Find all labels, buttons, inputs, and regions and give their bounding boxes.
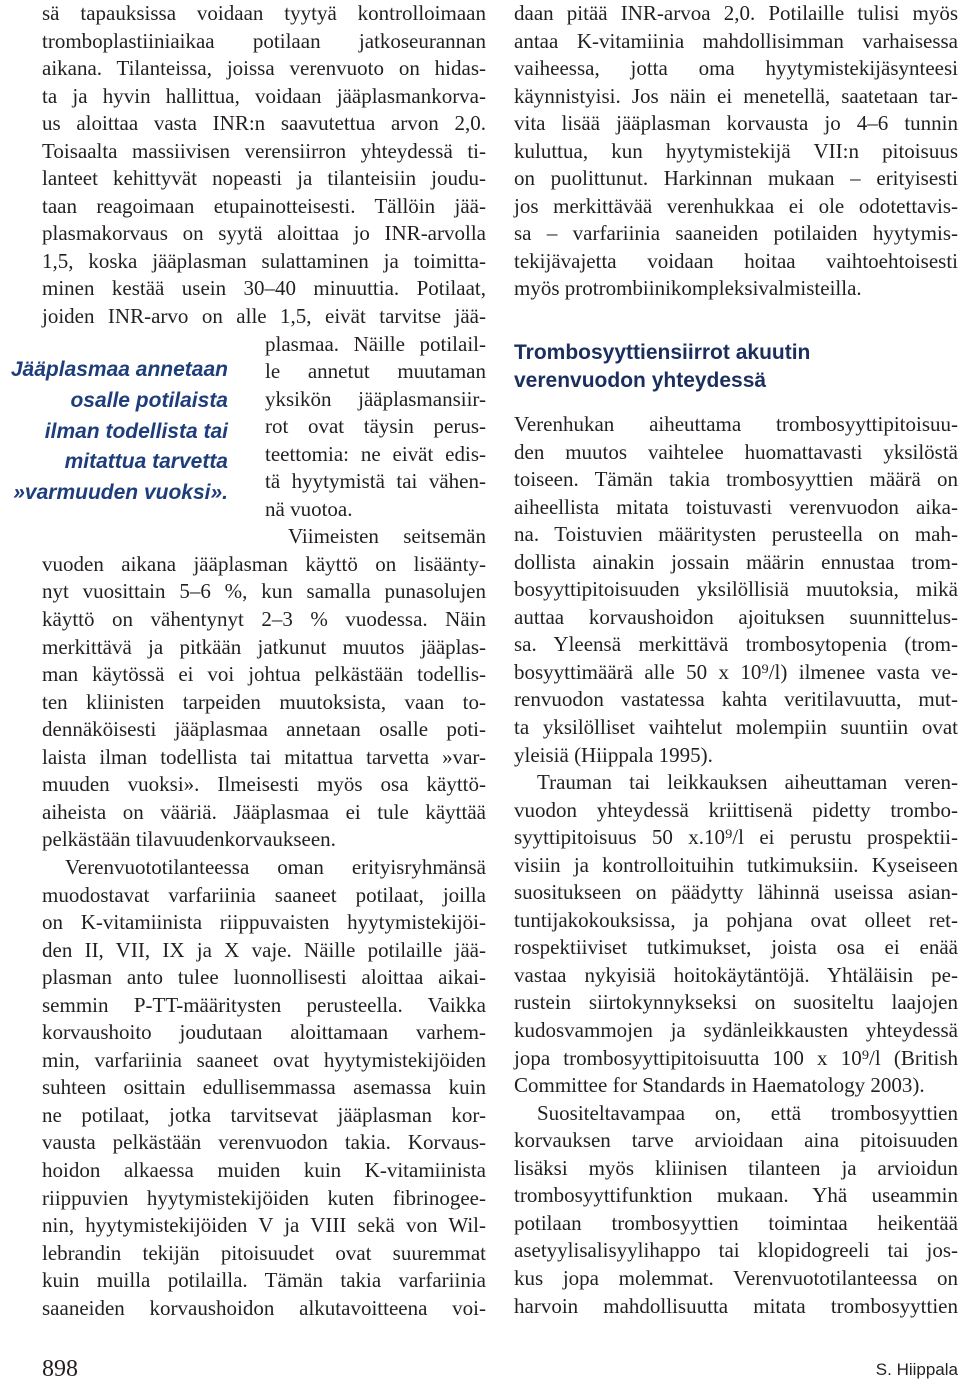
text-line: kus jopa molemmat. Verenvuototilanteessa on xyxy=(514,1265,958,1290)
text-line: vuodon yhteydessä kriittisenä pidetty trombo- xyxy=(514,797,958,822)
text-line: nin, hyytymistekijöiden V ja VIII sekä von Wil- xyxy=(42,1213,486,1238)
text-line: laista ilman todellista tai mitattua tarvetta »var- xyxy=(42,744,486,769)
text-line: semmin P-TT-määritysten perusteella. Vaikka xyxy=(42,992,486,1017)
text-line: saaneiden korvaushoidon alkutavoitteena voi- xyxy=(42,1295,486,1320)
text-line: renvuodon vastatessa kahta veritilavuutta, mut- xyxy=(514,687,958,712)
pull-quote-line: osalle potilaista xyxy=(70,388,228,412)
text-line: lanteet kehittyvät nopeasti ja tilanteisiin joudu- xyxy=(42,166,486,191)
text-line: dollista ainakin jossain määrin ennustaa trom- xyxy=(514,549,958,574)
text-line: ten kliinisten tarpeiden muutoksista, vaan to- xyxy=(42,689,486,714)
text-line: minen kestää usein 30–40 minuuttia. Potilaat, xyxy=(42,276,486,301)
pull-quote-line: Jääplasmaa annetaan xyxy=(10,358,228,381)
text-line: trombosyyttifunktion mukaan. Yhä useammin xyxy=(514,1183,958,1208)
text-line: den II, VII, IX ja X vaje. Näille potilaille jää- xyxy=(42,937,486,962)
text-line: lisäksi myös kliinisen tilanteen ja arvioidun xyxy=(514,1155,958,1180)
text-line: tekijävajetta voidaan hoitaa vaihtoehtoisesti xyxy=(514,248,958,273)
text-line: tä hyytymistä tai vähen- xyxy=(265,469,486,494)
text-line: aiheellista mitata toistuvasti verenvuodon aika- xyxy=(514,494,958,519)
text-line: vuoden aikana jääplasman käyttö on lisäänty- xyxy=(42,551,486,576)
text-line: jopa trombosyyttipitoisuutta 100 x 10⁹/l (British xyxy=(514,1045,958,1070)
text-line: plasmaa. Näille potilail- xyxy=(265,331,486,356)
text-line: rot ovat täysin perus- xyxy=(265,414,486,439)
text-line: ne potilaat, jotka tarvitsevat jääplasman kor- xyxy=(42,1102,486,1127)
text-line: käyttö on vähentynyt 2–3 % vuodessa. Näin xyxy=(42,607,486,632)
paragraph xyxy=(42,854,486,1322)
paragraph-wrapped-part xyxy=(265,331,486,524)
text-line: Toisaalta massiivisen verensiirron yhteydessä ti- xyxy=(42,138,486,163)
text-line: Viimeisten seitsemän xyxy=(288,524,486,549)
paragraph-continued xyxy=(514,0,958,303)
text-line: myös protrombiinikompleksivalmisteilla. xyxy=(514,276,862,301)
text-line: plasman anto tulee luonnollisesti aloittaa aikai- xyxy=(42,965,486,990)
text-line: sä tapauksissa voidaan tyytyä kontrolloimaan xyxy=(42,1,486,25)
text-line: antaa K-vitamiinia mahdollisimman varhaisessa xyxy=(514,28,958,53)
text-line: joiden INR-arvo on alle 1,5, eivät tarvitse jää- xyxy=(42,304,486,329)
text-line: taan reagoimaan etupainotteisesti. Tällöin jää- xyxy=(42,193,486,218)
text-line: ta ja hyvin hallittua, voidaan jääplasmankorva- xyxy=(42,83,486,108)
left-column xyxy=(42,0,486,1322)
text-line: riippuvien hyytymistekijöiden kuten fibrinogee- xyxy=(42,1185,486,1210)
paragraph xyxy=(514,769,958,1100)
text-line: rospektiiviset tutkimukset, joista osa ei enää xyxy=(514,935,958,960)
text-line: toiseen. Tämän takia trombosyyttien määrä on xyxy=(514,467,958,492)
text-line: tromboplastiiniaikaa potilaan jatkoseurannan xyxy=(42,28,486,53)
text-line: Trauman tai leikkauksen aiheuttaman veren- xyxy=(537,770,958,795)
section-heading xyxy=(514,339,958,395)
text-line: lebrandin tekijän pitoisuudet ovat suuremmat xyxy=(42,1240,486,1265)
text-line: kudosvammojen ja sydänleikkausten yhteydessä xyxy=(514,1018,958,1043)
text-line: syyttipitoisuus 50 x.10⁹/l ei perustu prospektii- xyxy=(514,825,958,850)
text-line: on puolittunut. Harkinnan mukaan – erityisesti xyxy=(514,166,958,191)
text-line: yleisiä (Hiippala 1995). xyxy=(514,742,713,767)
text-line: vaiheessa, jotta oma hyytymistekijäsynteesi xyxy=(514,56,958,81)
text-line: aikana. Tilanteissa, joissa verenvuoto on hidas- xyxy=(42,56,486,81)
paragraph-start xyxy=(265,523,486,551)
text-line: Verenvuototilanteessa oman erityisryhmänsä xyxy=(65,854,486,879)
paragraph-continued xyxy=(42,551,486,854)
text-line: muodostavat varfariinia saaneet potilaat, joilla xyxy=(42,882,486,907)
text-line: Suositeltavampaa on, että trombosyyttien xyxy=(537,1100,958,1125)
text-line: kuin muilla potilailla. Tämän takia varfariinia xyxy=(42,1268,486,1293)
text-line: muuden vuoksi». Ilmeisesti myös osa käyttö- xyxy=(42,772,486,797)
text-line: daan pitää INR-arvoa 2,0. Potilaille tulisi myös xyxy=(514,1,958,25)
text-line: na. Toistuvien määritysten perusteella on mah- xyxy=(514,522,958,547)
text-line: den muutos vaihtelee huomattavasti yksilöstä xyxy=(514,439,958,464)
text-line: asetyylisalisyylihappo tai klopidogreeli tai jos- xyxy=(514,1238,958,1263)
text-line: suositukseen on päädytty lähinnä useissa asian- xyxy=(514,880,958,905)
text-line: Committee for Standards in Haematology 2003). xyxy=(514,1073,925,1098)
text-line: ta yksilölliset vaihtelut molempiin suuntiin ovat xyxy=(514,715,958,740)
text-line: man käytössä ei voi johtua pelkästään todellis- xyxy=(42,662,486,687)
text-line: us aloittaa vasta INR:n saavutettua arvon 2,0. xyxy=(42,111,486,136)
author-name: S. Hiippala xyxy=(875,1360,958,1379)
text-line: nä vuotoa. xyxy=(265,496,353,521)
text-line: vita lisää jääplasman korvausta jo 4–6 tunnin xyxy=(514,111,958,136)
text-line: sa – varfariinia saaneiden potilaiden hyytymis- xyxy=(514,221,958,246)
text-line: vastaa nykyisiä hoitokäytäntöjä. Yhtäläisin pe- xyxy=(514,962,958,987)
text-line: le annetut muutaman xyxy=(265,359,486,384)
text-line: dennäköisesti jääplasmaa annetaan osalle poti- xyxy=(42,717,486,742)
section-heading-line: Trombosyyttiensiirrot akuutin xyxy=(514,341,811,364)
text-line: pelkästään tilavuudenkorvaukseen. xyxy=(42,827,336,852)
text-line: bosyyttipitoisuuden yksilöllisiä muutoksia, mikä xyxy=(514,577,958,602)
text-line: potilaan trombosyyttien toimintaa heikentää xyxy=(514,1210,958,1235)
text-line: korvauksen tarve arvioidaan aina pitoisuuden xyxy=(514,1128,958,1153)
text-line: nyt vuosittain 5–6 %, kun samalla punasolujen xyxy=(42,579,486,604)
text-line: sa. Yleensä merkittävä trombosytopenia (trom- xyxy=(514,632,958,657)
text-line: rustein siirtokynnykseksi on suositeltu laajojen xyxy=(514,990,958,1015)
text-line: hoidon alkaessa muiden kuin K-vitamiinista xyxy=(42,1157,486,1182)
text-line: plasmakorvaus on syytä aloittaa jo INR-arvolla xyxy=(42,221,486,246)
text-line: min, varfariinia saaneet ovat hyytymistekijöiden xyxy=(42,1047,486,1072)
text-line: on K-vitamiinista riippuvaisten hyytymistekijöi- xyxy=(42,910,486,935)
pull-quote-line: ilman todellista tai xyxy=(44,419,228,443)
text-line: kuluttua, kun hyytymistekijä VII:n pitoisuus xyxy=(514,138,958,163)
text-line: vausta pelkästään verenvuodon takia. Korvaus- xyxy=(42,1130,486,1155)
text-line: suhteen osittain edullisemmassa asemassa kuin xyxy=(42,1075,486,1100)
text-line: aiheista on vääriä. Jääplasmaa ei tule käyttää xyxy=(42,799,486,824)
text-line: korvaushoito joudutaan aloittamaan varhem- xyxy=(42,1020,486,1045)
text-line: visiin ja kontrolloituihin tutkimuksiin. Kyseiseen xyxy=(514,852,958,877)
text-line: 1,5, koska jääplasman sulattaminen ja toimitta- xyxy=(42,248,486,273)
text-line: merkittävä ja pitkään jatkunut muutos jääplas- xyxy=(42,634,486,659)
page-number: 898 xyxy=(42,1356,78,1382)
pull-quote xyxy=(0,355,228,509)
paragraph xyxy=(514,1100,958,1320)
text-line: tuntijakokouksissa, ja pohjana ovat olleet ret- xyxy=(514,907,958,932)
paragraph xyxy=(42,0,486,331)
section-heading-line: verenvuodon yhteydessä xyxy=(514,369,767,392)
text-line: Verenhukan aiheuttama trombosyyttipitoisuu- xyxy=(514,412,958,436)
pull-quote-line: »varmuuden vuoksi». xyxy=(13,481,228,504)
text-line: bosyyttimäärä alle 50 x 10⁹/l) ilmenee vasta ve- xyxy=(514,659,958,684)
text-line: käynnistyisi. Jos näin ei menetellä, saatetaan tar- xyxy=(514,83,958,108)
text-line: auttaa korvaushoidon ajoituksen suunnittelus- xyxy=(514,604,958,629)
pull-quote-line: mitattua tarvetta xyxy=(64,450,228,474)
text-line: yksikön jääplasmansiir- xyxy=(265,386,486,411)
text-line: teettomia: ne eivät edis- xyxy=(265,441,486,466)
right-column-top xyxy=(514,0,958,303)
text-line: harvoin mahdollisuutta mitata trombosyyttien xyxy=(514,1293,958,1318)
paragraph xyxy=(514,411,958,769)
text-line: jos merkittävää verenhukkaa ei ole odotettavis- xyxy=(514,193,958,218)
right-column-body xyxy=(514,411,958,1320)
